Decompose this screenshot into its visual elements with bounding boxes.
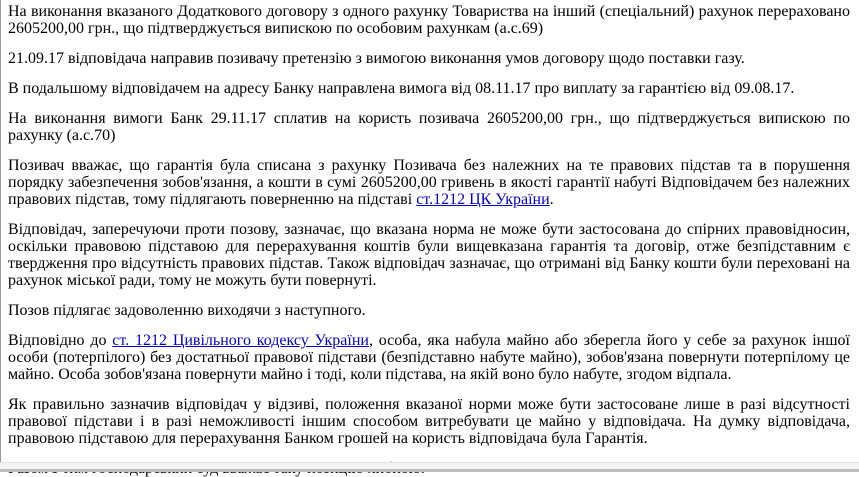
- paragraph-text: Відповідно до: [8, 332, 113, 349]
- document-body: [8, 3, 850, 477]
- statute-link[interactable]: ст.1212 ЦК України: [416, 191, 550, 208]
- paragraph: [8, 110, 850, 144]
- paragraph: [8, 157, 850, 208]
- paragraph-text: .: [549, 191, 554, 208]
- paragraph-text: На виконання вказаного Додаткового договору з одного рахунку Товариства на інший (спеціальний) рахунок перераховано 2605200,00 грн., що підтверджується випискою по особовим рахункам (а.с.69): [8, 3, 850, 37]
- window-bottom-track: [0, 462, 859, 469]
- paragraph-text: Позивач вважає, що гарантія була списана з рахунку Позивача без належних на те правових підстав та в порушення порядку забезпечення зобов'язання, а кошти в сумі 2605200,00 гривень в якості гарантії набуті Відповідачем без належних правових підстав, тому підлягають поверненню на підставі: [8, 157, 850, 208]
- paragraph-text: В подальшому відповідачем на адресу Банку направлена вимога від 08.11.17 про виплату за гарантією від 09.08.17.: [8, 80, 795, 97]
- paragraph: [8, 332, 850, 383]
- paragraph-text: Відповідач, заперечуючи проти позову, зазначає, що вказана норма не може бути застосована до спірних правовідносин, оскільки правовою підставою для перерахування коштів були вищевказана гарантія та договір, отже безпідставним є твердження про відсутність правових підстав. Також відповідач зазначає, що отримані від Банку кошти були переховані на рахунок міської ради, тому не можуть бути повернуті.: [8, 221, 850, 289]
- paragraph-text: 21.09.17 відповідача направив позивачу претензію з вимогою виконання умов договору щодо поставки газу.: [8, 50, 745, 67]
- paragraph: [8, 302, 850, 319]
- paragraph-text: Як правильно зазначив відповідач у відзиві, положення вказаної норми може бути застосоване лише в разі відсутності правової підстави і в разі неможливості іншим способом витребувати це майно у відповідача. На думку відповідача, правовою підставою для перерахування Банком грошей на користь відповідача була Гарантія.: [8, 396, 850, 447]
- paragraph: [8, 396, 850, 447]
- statute-link[interactable]: ст. 1212 Цивільного кодексу України: [112, 332, 369, 349]
- paragraph-text: , особа, яка набула майно або зберегла його у себе за рахунок іншої особи (потерпілого) без достатньої правової підстави (безпідставно набуте майно), зобов'язана повернути потерпілому це майно. Особа зобов'язана повернути майно і тоді, коли підстава, на якій воно було набуте, згодом відпала.: [8, 332, 851, 383]
- window-bottom-edge: [0, 469, 859, 472]
- paragraph: [8, 3, 850, 37]
- paragraph: [8, 80, 850, 97]
- paragraph: [8, 50, 850, 67]
- paragraph-text: На виконання вимоги Банк 29.11.17 сплатив на користь позивача 2605200,00 грн., що підтверджується випискою по рахунку (а.с.70): [8, 110, 850, 144]
- paragraph: [8, 221, 850, 289]
- paragraph-text: Позов підлягає задоволенню виходячи з наступного.: [8, 302, 366, 319]
